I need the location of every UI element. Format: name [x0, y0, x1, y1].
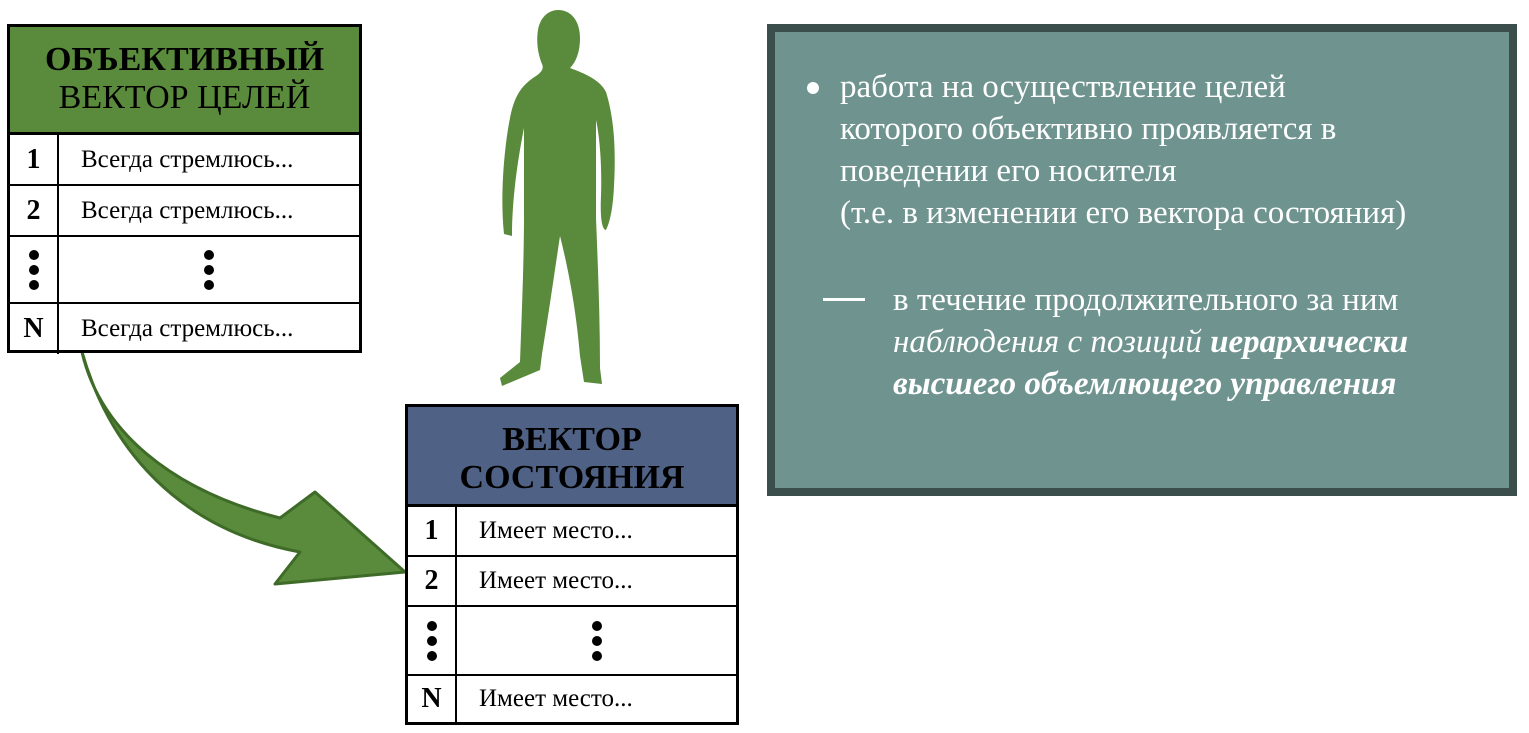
table-row-ellipsis [408, 607, 736, 676]
objective-vector-table [7, 24, 362, 353]
definition-line: которого объективно проявляется в [840, 111, 1337, 147]
definition-text [840, 66, 1406, 234]
row-text: Всегда стремлюсь... [81, 196, 294, 224]
hierarchy-bold-text: иерархически [1210, 324, 1409, 360]
table-row [408, 676, 736, 722]
objective-vector-header [10, 27, 359, 135]
vertical-ellipsis-icon [457, 607, 736, 674]
row-text: Всегда стремлюсь... [81, 315, 294, 342]
dash-line: в течение продолжительного за ним [893, 282, 1399, 318]
state-vector-header [408, 407, 736, 507]
state-vector-title-line2: СОСТОЯНИЯ [459, 459, 685, 497]
bullet-icon [807, 82, 819, 94]
definition-line: поведении его носителя [840, 153, 1177, 189]
definition-line: работа на осуществление целей [840, 69, 1286, 105]
observation-italic-text: наблюдения с позиций [893, 324, 1202, 360]
definition-bullet [807, 66, 1406, 234]
objective-vector-title-line1: ОБЪЕКТИВНЫЙ [44, 41, 325, 78]
dash-text [893, 279, 1408, 405]
curved-arrow-icon [60, 340, 420, 600]
objective-vector-title-line2: ВЕКТОР ЦЕЛЕЙ [58, 79, 311, 117]
vertical-ellipsis-icon [59, 237, 359, 302]
row-text: Всегда стремлюсь... [81, 145, 294, 173]
definition-dash-item [823, 279, 1408, 405]
table-row-ellipsis [10, 237, 359, 304]
table-row [10, 186, 359, 237]
table-row [408, 507, 736, 557]
row-number: 1 [408, 507, 457, 555]
row-number: 1 [10, 135, 59, 184]
row-text: Имеет место... [479, 685, 633, 712]
state-vector-table [405, 404, 739, 725]
row-number: N [10, 304, 59, 354]
dash-icon [823, 298, 865, 301]
person-silhouette-icon [496, 8, 618, 386]
row-number: N [408, 676, 457, 722]
row-number: 2 [10, 186, 59, 235]
state-vector-title-line1: ВЕКТОР [502, 421, 642, 458]
vertical-ellipsis-icon [408, 607, 457, 674]
row-number: 2 [408, 557, 457, 605]
table-row [10, 304, 359, 354]
control-bold-text: высшего объемлющего управления [893, 366, 1397, 402]
definition-line: (т.е. в изменении его вектора состояния) [840, 195, 1407, 231]
table-row [10, 135, 359, 186]
row-text: Имеет место... [479, 567, 633, 594]
definition-box [767, 24, 1517, 496]
dash-line [893, 321, 1408, 363]
vertical-ellipsis-icon [10, 237, 59, 302]
row-text: Имеет место... [479, 517, 633, 544]
table-row [408, 557, 736, 607]
